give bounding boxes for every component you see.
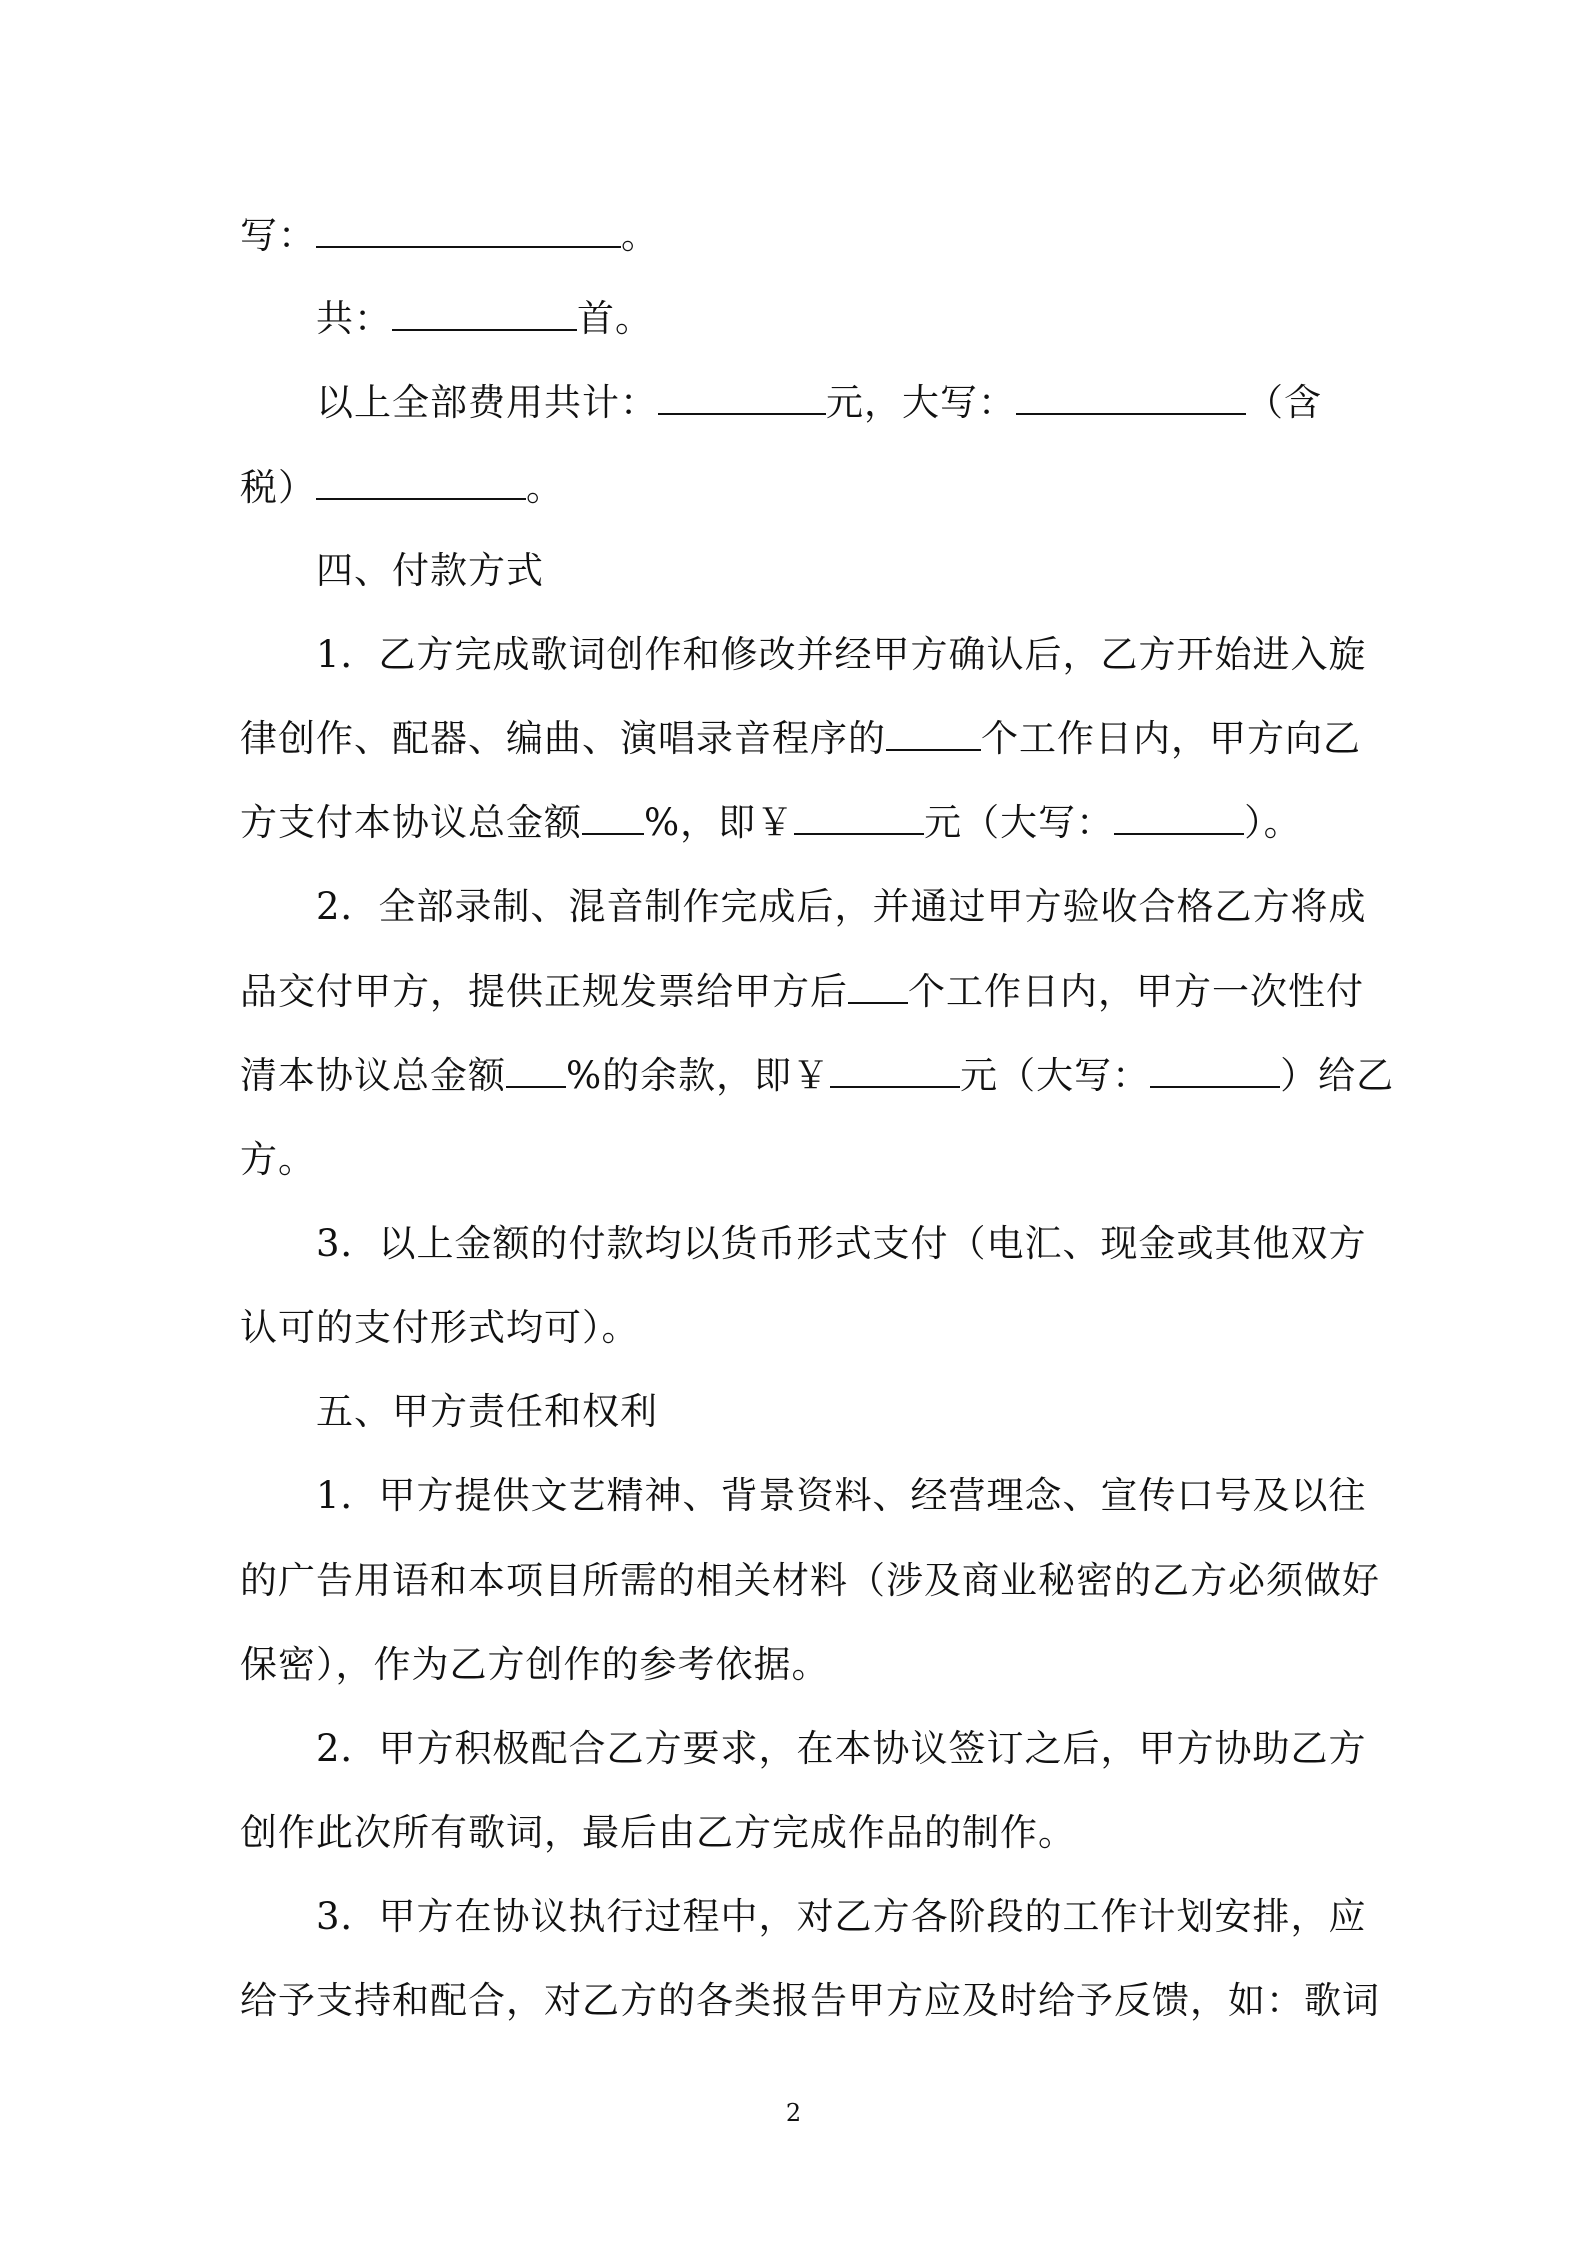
section-heading <box>316 547 1360 595</box>
text-line <box>316 1725 1367 1773</box>
text-line <box>240 715 1360 763</box>
text-line <box>240 1641 1360 1689</box>
text-fragment: 清本协议总金额 <box>240 1054 506 1097</box>
text-line <box>240 1977 1380 2025</box>
text-line <box>240 1557 1380 1605</box>
text-line <box>240 1304 1360 1352</box>
text-fragment: 元，大写： <box>826 381 1016 424</box>
text-line <box>240 799 1360 847</box>
text-fragment: 个工作日内，甲方向乙 <box>981 717 1361 760</box>
text-fragment: 首。 <box>577 297 653 340</box>
text-line <box>240 968 1364 1016</box>
text-fragment: 方。 <box>240 1138 316 1181</box>
text-fragment: 方支付本协议总金额 <box>240 801 582 844</box>
text-line <box>316 631 1367 679</box>
text-line <box>316 379 1360 427</box>
text-fragment: %的余款，即￥ <box>566 1054 831 1097</box>
text-fragment: 给予支持和配合，对乙方的各类报告甲方应及时给予反馈，如：歌词 <box>240 1979 1380 2022</box>
fill-in-blank <box>316 468 526 500</box>
fill-in-blank <box>1114 803 1244 835</box>
fill-in-blank <box>582 803 644 835</box>
text-fragment: 3．以上金额的付款均以货币形式支付（电汇、现金或其他双方 <box>316 1222 1367 1265</box>
page-number: 2 <box>785 2099 802 2127</box>
text-fragment: 2．全部录制、混音制作完成后，并通过甲方验收合格乙方将成 <box>316 885 1367 928</box>
text-fragment: 元（大写： <box>924 801 1115 844</box>
fill-in-blank <box>658 383 826 415</box>
text-fragment: 元（大写： <box>960 1054 1151 1097</box>
text-fragment: 以上全部费用共计： <box>316 381 658 424</box>
text-fragment: 律创作、配器、编曲、演唱录音程序的 <box>240 717 886 760</box>
text-fragment: 创作此次所有歌词，最后由乙方完成作品的制作。 <box>240 1811 1076 1854</box>
fill-in-blank <box>886 719 981 751</box>
fill-in-blank <box>830 1056 960 1088</box>
text-fragment: 2．甲方积极配合乙方要求，在本协议签订之后，甲方协助乙方 <box>316 1727 1367 1770</box>
fill-in-blank <box>316 216 621 248</box>
text-line <box>240 1052 1395 1100</box>
text-line <box>316 1220 1367 1268</box>
text-fragment: 。 <box>526 466 564 509</box>
text-fragment: ）给乙 <box>1280 1054 1395 1097</box>
text-fragment: 写： <box>240 214 316 257</box>
text-fragment: 认可的支付形式均可）。 <box>240 1306 640 1349</box>
text-line <box>316 883 1367 931</box>
text-fragment: 1．乙方完成歌词创作和修改并经甲方确认后，乙方开始进入旋 <box>316 633 1367 676</box>
fill-in-blank <box>1016 383 1246 415</box>
fill-in-blank <box>1150 1056 1280 1088</box>
text-fragment: 。 <box>621 214 659 257</box>
fill-in-blank <box>392 299 577 331</box>
text-fragment: （含 <box>1246 381 1322 424</box>
fill-in-blank <box>848 972 908 1004</box>
fill-in-blank <box>794 803 924 835</box>
section-heading <box>316 1388 1360 1436</box>
text-fragment: 保密），作为乙方创作的参考依据。 <box>240 1643 830 1686</box>
text-fragment: 个工作日内，甲方一次性付 <box>908 970 1364 1013</box>
text-line <box>240 464 1360 512</box>
text-fragment: 品交付甲方，提供正规发票给甲方后 <box>240 970 848 1013</box>
text-fragment: 的广告用语和本项目所需的相关材料（涉及商业秘密的乙方必须做好 <box>240 1559 1380 1602</box>
text-fragment: 1．甲方提供文艺精神、背景资料、经营理念、宣传口号及以往 <box>316 1474 1367 1517</box>
text-fragment: 3．甲方在协议执行过程中，对乙方各阶段的工作计划安排，应 <box>316 1895 1367 1938</box>
text-fragment: 共： <box>316 297 392 340</box>
text-line <box>316 295 1360 343</box>
text-line <box>316 1893 1367 1941</box>
text-line <box>240 1809 1360 1857</box>
text-fragment: %，即￥ <box>644 801 795 844</box>
text-fragment: 四、付款方式 <box>316 549 544 592</box>
text-fragment: 五、甲方责任和权利 <box>316 1390 658 1433</box>
text-line <box>316 1472 1367 1520</box>
text-fragment: 税） <box>240 466 316 509</box>
fill-in-blank <box>506 1056 566 1088</box>
text-line <box>240 1136 1360 1184</box>
text-fragment: ）。 <box>1244 801 1302 844</box>
text-line <box>240 212 1360 260</box>
